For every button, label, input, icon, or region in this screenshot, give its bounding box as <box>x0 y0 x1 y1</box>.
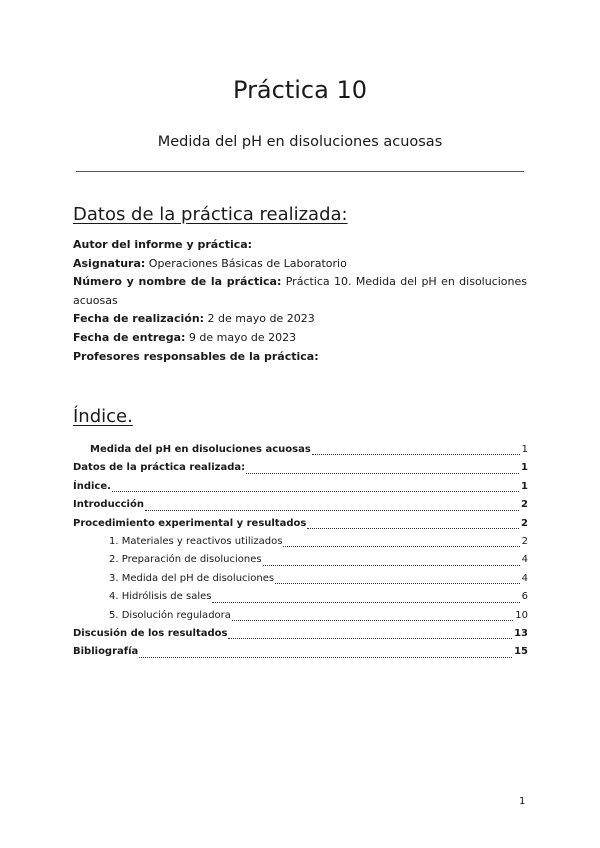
toc-leader-dots <box>212 602 519 603</box>
toc-entry[interactable] <box>73 607 528 625</box>
toc-leader-dots <box>145 510 519 511</box>
toc-entry-label: Datos de la práctica realizada: <box>73 462 246 474</box>
toc-entry-page: 13 <box>514 627 528 639</box>
toc-entry[interactable] <box>73 625 528 643</box>
fecha-realizacion-label: Fecha de realización: <box>73 312 205 326</box>
asignatura-label: Asignatura: <box>73 256 146 270</box>
datos-section <box>73 236 527 366</box>
toc-entry-page: 2 <box>521 535 528 547</box>
numero-label: Número y nombre de la práctica: <box>73 275 282 289</box>
toc-leader-dots <box>263 565 520 566</box>
numero-value: Práctica 10. Medida del pH en disoluciones acuosas <box>73 275 528 307</box>
toc-entry-label: 2. Preparación de disoluciones <box>109 554 262 566</box>
toc-entry-label: 5. Disolución reguladora <box>109 609 231 621</box>
fecha-realizacion-value: 2 de mayo de 2023 <box>204 312 315 326</box>
toc-entry-label: 1. Materiales y reactivos utilizados <box>109 535 283 547</box>
document-subtitle: Medida del pH en disoluciones acuosas <box>157 134 443 150</box>
autor-label: Autor del informe y práctica: <box>73 238 253 251</box>
fecha-realizacion-line <box>73 310 527 329</box>
indice-heading: Índice. <box>73 406 133 427</box>
toc-leader-dots <box>283 546 519 547</box>
toc-entry-page: 1 <box>521 444 528 455</box>
autor-line <box>73 236 527 255</box>
toc-entry[interactable] <box>73 478 528 496</box>
toc-entry[interactable] <box>73 551 528 569</box>
toc-entry-page: 15 <box>514 646 528 658</box>
toc-entry[interactable] <box>73 496 528 514</box>
toc-leader-dots <box>246 473 519 474</box>
toc-entry-label: Medida del pH en disoluciones acuosas <box>90 444 311 455</box>
toc-leader-dots <box>228 638 512 639</box>
toc-leader-dots <box>312 454 520 455</box>
toc-entry[interactable] <box>73 459 528 477</box>
toc-entry-page: 10 <box>515 609 528 621</box>
toc-leader-dots <box>232 620 513 621</box>
toc-entry-page: 2 <box>521 499 528 511</box>
profesores-line <box>73 348 527 367</box>
toc-entry[interactable] <box>73 533 528 551</box>
toc-entry-label: Procedimiento experimental y resultados <box>73 517 307 529</box>
toc-entry[interactable] <box>73 441 528 459</box>
toc-entry-label: 4. Hidrólisis de sales <box>109 591 212 603</box>
toc-entry-page: 6 <box>521 591 528 603</box>
toc-entry-page: 4 <box>521 554 528 566</box>
toc-entry[interactable] <box>73 515 528 533</box>
toc-entry-label: Introducción <box>73 499 144 511</box>
fecha-entrega-label: Fecha de entrega: <box>73 330 186 344</box>
toc-entry-page: 4 <box>521 572 528 584</box>
toc-leader-dots <box>275 583 519 584</box>
toc-entry-page: 1 <box>521 462 528 474</box>
table-of-contents <box>73 441 528 662</box>
toc-entry[interactable] <box>73 643 528 661</box>
toc-entry-label: Discusión de los resultados <box>73 627 228 639</box>
toc-leader-dots <box>307 528 519 529</box>
fecha-entrega-value: 9 de mayo de 2023 <box>185 330 297 344</box>
toc-entry-label: Bibliografía <box>73 646 139 658</box>
fecha-entrega-line <box>73 329 527 348</box>
document-title: Práctica 10 <box>233 76 367 104</box>
asignatura-line <box>73 255 527 274</box>
toc-entry[interactable] <box>73 588 528 606</box>
asignatura-value: Operaciones Básicas de Laboratorio <box>145 256 347 270</box>
toc-entry-page: 2 <box>521 517 528 529</box>
profesores-label: Profesores responsables de la práctica: <box>73 349 319 363</box>
horizontal-rule <box>76 171 524 172</box>
toc-leader-dots <box>112 491 519 492</box>
toc-entry[interactable] <box>73 570 528 588</box>
numero-line <box>73 273 527 310</box>
datos-heading: Datos de la práctica realizada: <box>73 204 348 225</box>
page-number: 1 <box>519 796 526 807</box>
toc-entry-label: Índice. <box>73 480 111 492</box>
toc-entry-label: 3. Medida del pH de disoluciones <box>109 572 275 584</box>
toc-entry-page: 1 <box>521 480 528 492</box>
toc-leader-dots <box>139 657 512 658</box>
